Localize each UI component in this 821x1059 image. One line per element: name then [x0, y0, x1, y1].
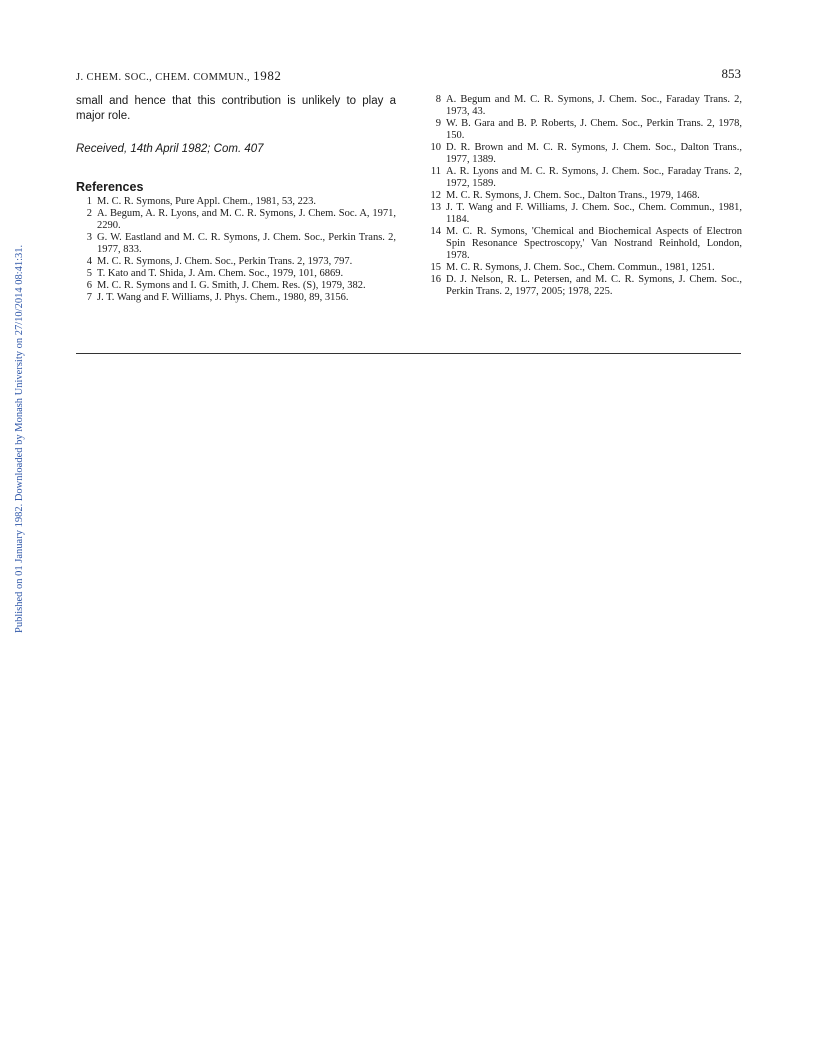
reference-item [76, 196, 396, 208]
reference-text: M. C. R. Symons, J. Chem. Soc., Dalton Trans., 1979, 1468. [446, 190, 700, 201]
body-paragraph: small and hence that this contribution is unlikely to play a major role. [76, 95, 396, 122]
reference-number: 14 [430, 226, 441, 237]
reference-text: A. R. Lyons and M. C. R. Symons, J. Chem. Soc., Faraday Trans. 2, 1972, 1589. [446, 166, 742, 189]
reference-number: 16 [430, 274, 441, 285]
reference-number: 13 [430, 202, 441, 213]
reference-list-left [76, 196, 396, 304]
reference-text: M. C. R. Symons, J. Chem. Soc., Perkin Trans. 2, 1973, 797. [97, 256, 353, 267]
page-number: 853 [721, 66, 741, 81]
reference-number: 5 [86, 268, 92, 279]
reference-item [420, 166, 742, 190]
reference-number: 1 [86, 196, 92, 207]
reference-item [420, 202, 742, 226]
reference-number: 11 [430, 166, 441, 177]
reference-text: M. C. R. Symons and I. G. Smith, J. Chem. Res. (S), 1979, 382. [97, 280, 366, 291]
reference-number: 2 [86, 208, 92, 219]
reference-text: A. Begum and M. C. R. Symons, J. Chem. Soc., Faraday Trans. 2, 1973, 43. [446, 94, 742, 117]
reference-number: 15 [430, 262, 441, 273]
reference-number: 7 [86, 292, 92, 303]
reference-item [420, 94, 742, 118]
reference-text: D. R. Brown and M. C. R. Symons, J. Chem. Soc., Dalton Trans., 1977, 1389. [446, 142, 742, 165]
reference-item [76, 268, 396, 280]
reference-text: J. T. Wang and F. Williams, J. Phys. Chem., 1980, 89, 3156. [97, 292, 349, 303]
reference-number: 9 [435, 118, 441, 129]
download-watermark-text: Published on 01 January 1982. Downloaded by Monash University on 27/10/2014 08:41:31. [14, 244, 25, 633]
journal-year: 1982 [253, 68, 282, 83]
reference-number: 10 [430, 142, 441, 153]
reference-item [420, 274, 742, 298]
reference-item [76, 280, 396, 292]
left-column [76, 94, 396, 304]
reference-item [76, 292, 396, 304]
running-head [76, 68, 282, 84]
page-divider [76, 353, 741, 354]
right-column [420, 94, 742, 298]
reference-number: 8 [435, 94, 441, 105]
reference-number: 6 [86, 280, 92, 291]
journal-name: J. CHEM. SOC., CHEM. COMMUN., [76, 72, 251, 83]
reference-text: A. Begum, A. R. Lyons, and M. C. R. Symons, J. Chem. Soc. A, 1971, 2290. [97, 208, 396, 231]
reference-item [420, 142, 742, 166]
reference-item [420, 190, 742, 202]
reference-text: M. C. R. Symons, J. Chem. Soc., Chem. Commun., 1981, 1251. [446, 262, 715, 273]
reference-text: G. W. Eastland and M. C. R. Symons, J. Chem. Soc., Perkin Trans. 2, 1977, 833. [97, 232, 396, 255]
reference-text: W. B. Gara and B. P. Roberts, J. Chem. Soc., Perkin Trans. 2, 1978, 150. [446, 118, 742, 141]
reference-text: T. Kato and T. Shida, J. Am. Chem. Soc., 1979, 101, 6869. [97, 268, 344, 279]
reference-text: D. J. Nelson, R. L. Petersen, and M. C. R. Symons, J. Chem. Soc., Perkin Trans. 2, 1977, 2005; 1978, 225. [446, 274, 742, 297]
reference-item [420, 118, 742, 142]
reference-item [76, 232, 396, 256]
reference-number: 12 [430, 190, 441, 201]
download-watermark [0, 0, 25, 1059]
reference-item [76, 256, 396, 268]
reference-item [420, 262, 742, 274]
reference-list-right [420, 94, 742, 298]
reference-text: J. T. Wang and F. Williams, J. Chem. Soc., Chem. Commun., 1981, 1184. [446, 202, 742, 225]
reference-text: M. C. R. Symons, Pure Appl. Chem., 1981, 53, 223. [97, 196, 317, 207]
reference-number: 4 [86, 256, 92, 267]
reference-item [420, 226, 742, 262]
reference-number: 3 [86, 232, 92, 243]
reference-item [76, 208, 396, 232]
reference-text: M. C. R. Symons, 'Chemical and Biochemical Aspects of Electron Spin Resonance Spectroscopy,' Van Nostrand Reinhold, London, 1978. [446, 226, 742, 261]
received-date: Received, 14th April 1982; Com. 407 [76, 143, 264, 155]
references-heading: References [76, 180, 144, 194]
